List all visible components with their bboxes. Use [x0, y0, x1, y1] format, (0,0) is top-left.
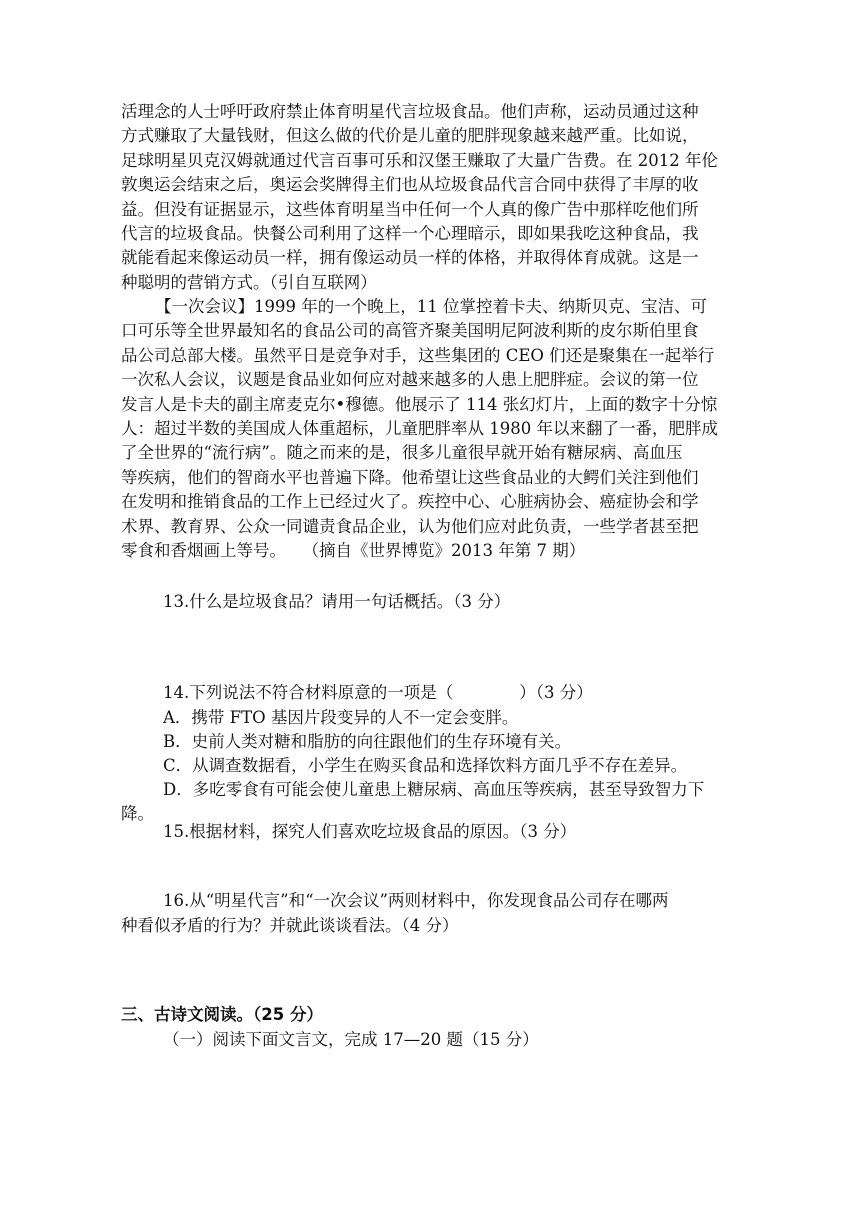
text-line: 足球明星贝克汉姆就通过代言百事可乐和汉堡王赚取了大量广告费。在 2012 年伦: [121, 150, 718, 170]
question-14-option-c: C．从调查数据看，小学生在购买食品和选择饮料方面几乎不存在差异。: [163, 756, 688, 775]
passage-paragraph-2: [121, 295, 741, 563]
question-16-continued: 种看似矛盾的行为？并就此谈谈看法。（4 分）: [121, 916, 459, 935]
question-13: 13.什么是垃圾食品？请用一句话概括。（3 分）: [163, 592, 511, 611]
section-3-heading: 三、古诗文阅读。（25 分）: [121, 1005, 323, 1024]
text-line: 就能看起来像运动员一样，拥有像运动员一样的体格，并取得体育成就。这是一: [121, 248, 699, 268]
text-line: 术界、教育界、公众一同谴责食品企业，认为他们应对此负责，一些学者甚至把: [121, 516, 699, 536]
text-line: 零食和香烟画上等号。 （摘自《世界博览》2013 年第 7 期）: [121, 541, 586, 561]
text-line: 了全世界的“流行病”。随之而来的是，很多儿童很早就开始有糖尿病、高血压: [121, 443, 683, 463]
text-line: 方式赚取了大量钱财，但这么做的代价是儿童的肥胖现象越来越严重。比如说，: [121, 126, 699, 146]
text-line: 人：超过半数的美国成人体重超标，儿童肥胖率从 1980 年以来翻了一番，肥胖成: [121, 419, 718, 439]
text-line: 种聪明的营销方式。（引自互联网）: [121, 272, 377, 292]
text-line: 口可乐等全世界最知名的食品公司的高管齐聚美国明尼阿波利斯的皮尔斯伯里食: [121, 321, 699, 341]
passage-paragraph-1: [121, 100, 741, 295]
question-14-option-d-continued: 降。: [121, 804, 154, 823]
text-line: 等疾病，他们的智商水平也普遍下降。他希望让这些食品业的大鳄们关注到他们: [121, 467, 699, 487]
text-line: 代言的垃圾食品。快餐公司利用了这样一个心理暗示，即如果我吃这种食品，我: [121, 224, 699, 244]
text-line: 品公司总部大楼。虽然平日是竞争对手，这些集团的 CEO 们还是聚集在一起举行: [121, 345, 715, 365]
question-14-option-d: D．多吃零食有可能会使儿童患上糖尿病、高血压等疾病，甚至导致智力下: [163, 780, 705, 799]
text-line: 在发明和推销食品的工作上已经过火了。疾控中心、心脏病协会、癌症协会和学: [121, 492, 699, 512]
question-14-option-a: A．携带 FTO 基因片段变异的人不一定会变胖。: [163, 708, 519, 727]
text-line: 一次私人会议，议题是食品业如何应对越来越多的人患上肥胖症。会议的第一位: [121, 370, 699, 390]
text-line: 敦奥运会结束之后，奥运会奖牌得主们也从垃圾食品代言合同中获得了丰厚的收: [121, 175, 699, 195]
section-3-subheading: （一）阅读下面文言文，完成 17—20 题（15 分）: [163, 1030, 539, 1049]
text-line: 活理念的人士呼吁政府禁止体育明星代言垃圾食品。他们声称，运动员通过这种: [121, 102, 699, 121]
text-line: 【一次会议】1999 年的一个晚上，11 位掌控着卡夫、纳斯贝克、宝洁、可: [155, 297, 707, 316]
question-15: 15.根据材料，探究人们喜欢吃垃圾食品的原因。（3 分）: [163, 822, 577, 841]
question-14-option-b: B．史前人类对糖和脂肪的向往跟他们的生存环境有关。: [163, 732, 572, 751]
question-16: 16.从“明星代言”和“一次会议”两则材料中，你发现食品公司存在哪两: [163, 891, 669, 910]
text-line: 发言人是卡夫的副主席麦克尔•穆德。他展示了 114 张幻灯片，上面的数字十分惊: [121, 394, 718, 414]
text-line: 益。但没有证据显示，这些体育明星当中任何一个人真的像广告中那样吃他们所: [121, 199, 699, 219]
question-14: 14.下列说法不符合材料原意的一项是（ ）（3 分）: [163, 683, 593, 702]
